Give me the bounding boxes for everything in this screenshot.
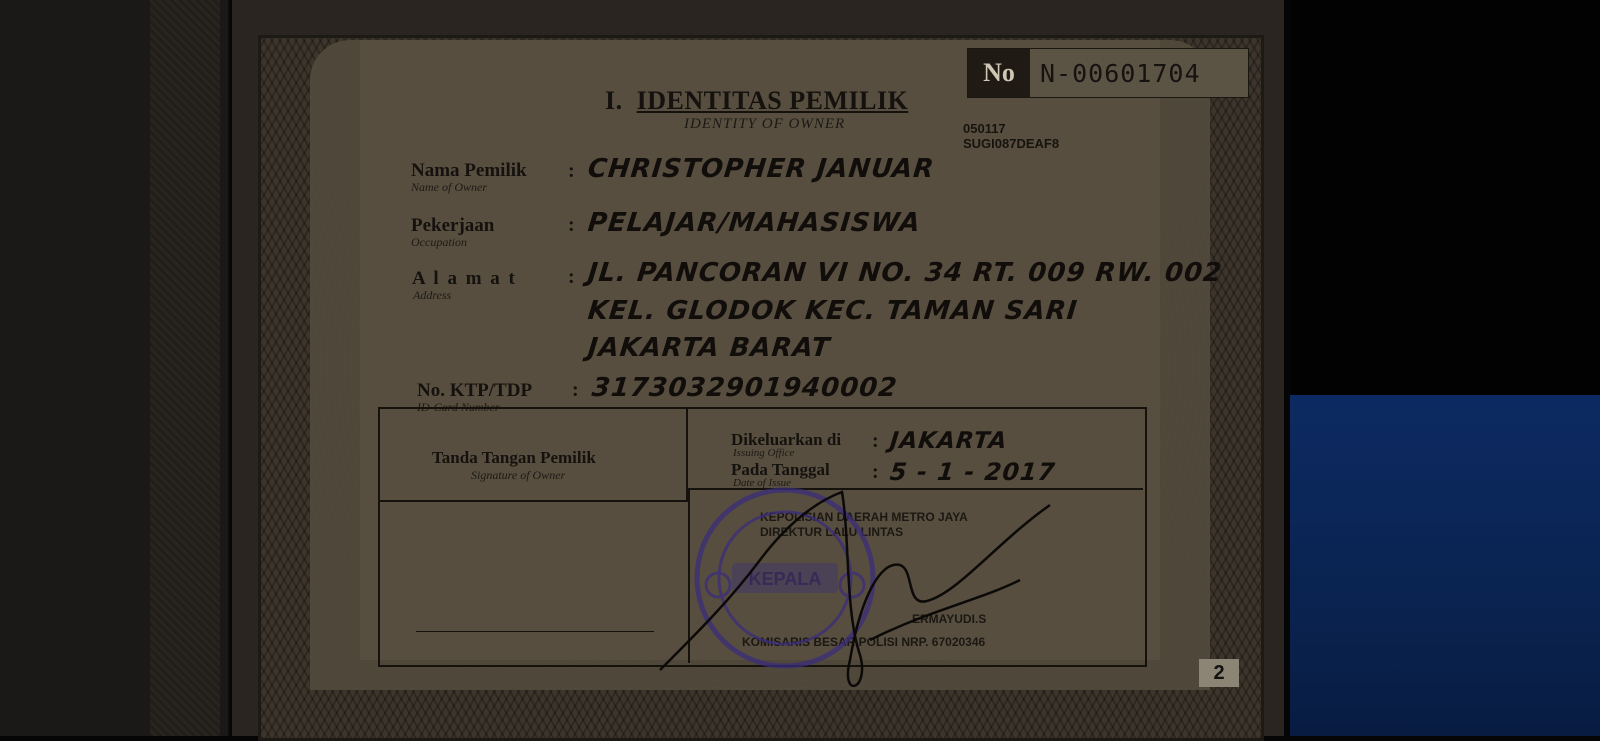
address-line-3: JAKARTA BARAT [586,333,832,363]
issued-date-label: Pada Tanggal [731,460,830,479]
owner-signature-label: Tanda Tangan Pemilik [432,448,596,467]
issued-date-label-en: Date of Issue [733,477,792,489]
colon: : [568,214,575,236]
colon: : [872,461,879,483]
stamp-word: KEPALA [748,569,822,589]
official-name: ERMAYUDI.S [912,612,987,626]
occupation-label: Pekerjaan [411,215,495,236]
address-line-2: KEL. GLODOK KEC. TAMAN SARI [586,296,1080,326]
section-title-text: IDENTITAS PEMILIK [636,86,909,115]
issued-at-label: Dikeluarkan di [731,430,842,449]
authority-line-1: KEPOLISIAN DAERAH METRO JAYA [760,510,968,524]
page-number: 2 [1199,659,1239,687]
colon: : [568,266,575,288]
id-number-label: No. KTP/TDP [417,380,533,401]
owner-name-label: Nama Pemilik [411,160,527,181]
issued-at-label-en: Issuing Office [733,447,795,459]
occupation-label-en: Occupation [411,235,467,249]
official-rank: KOMISARIS BESAR POLISI NRP. 67020346 [742,635,986,649]
occupation-value: PELAJAR/MAHASISWA [586,208,923,238]
issued-date-value: 5 - 1 - 2017 [888,458,1058,486]
address-label: A l a m a t [412,268,517,289]
owner-name-value: CHRISTOPHER JANUAR [586,154,936,184]
id-number-value: 3173032901940002 [590,373,900,403]
document-number-label: No [968,49,1030,97]
section-numeral: I. [605,86,623,115]
document-number-value: N-00601704 [1040,58,1201,88]
code-line-1: 050117 [963,121,1006,136]
section-subtitle: IDENTITY OF OWNER [684,116,846,132]
code-line-2: SUGI087DEAF8 [963,136,1060,151]
colon: : [572,379,579,401]
issued-at-value: JAKARTA [888,428,1009,454]
colon: : [872,430,879,452]
colon: : [568,160,575,182]
address-line-1: JL. PANCORAN VI NO. 34 RT. 009 RW. 002 [586,258,1224,288]
official-stamp [697,490,873,666]
address-label-en: Address [413,288,452,302]
id-number-label-en: ID-Card Number [417,400,500,414]
owner-name-label-en: Name of Owner [411,180,487,194]
owner-signature-label-en: Signature of Owner [471,468,566,482]
authority-line-2: DIREKTUR LALU LINTAS [760,525,904,539]
